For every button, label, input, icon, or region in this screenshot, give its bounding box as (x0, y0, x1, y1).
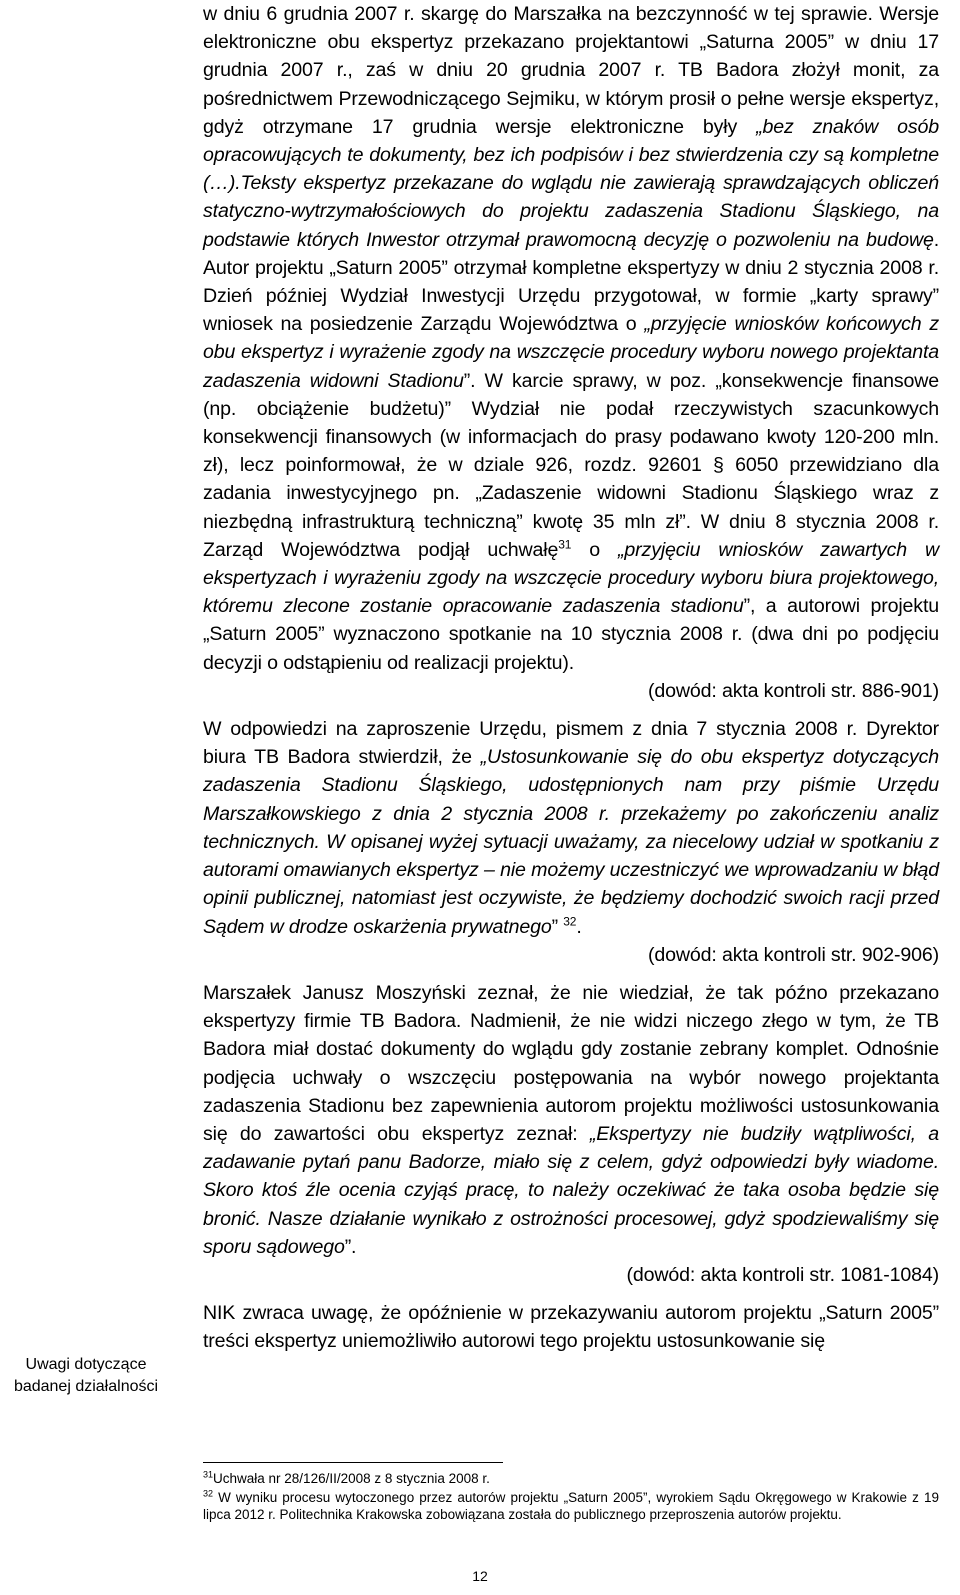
text-run: w dniu 6 grudnia 2007 r. skargę do Marszałka na bezczynność w tej sprawie. Wersje elektroniczne obu ekspertyz przekazano projektantowi „Saturna 2005” w dniu 17 grudnia 2007 r., zaś w dniu 20 grudnia 2007 r. TB Badora złożył monit, za pośrednictwem Przewodniczącego Sejmiku, w którym prosił o pełne wersje ekspertyz, gdyż otrzymane 17 grudnia wersje elektroniczne były (203, 3, 939, 138)
text-run: NIK zwraca uwagę, że opóźnienie w przekazywaniu autorom projektu „Saturn 2005” treści ekspertyz uniemożliwiło autorowi tego projektu ustosunkowanie się (203, 1302, 939, 1353)
footnote-number: 31 (203, 1469, 214, 1480)
quote-run: „bez znaków osób opracowujących te dokumenty, bez ich podpisów i bez stwierdzenia czy są kompletne (…).Teksty ekspertyz przekazane do wglądu nie zawierają sprawdzających obliczeń statyczno-wytrzymałościowych do projektu zadaszenia Stadionu Śląskiego, na podstawie których Inwestor otrzymał prawomocną decyzję o pozwoleniu na budowę (203, 115, 939, 251)
text-run: Marszałek Janusz Moszyński zeznał, że nie wiedział, że tak późno przekazano ekspertyzy firmie TB Badora. Nadmienił, że nie widzi niczego złego w tym, że TB Badora miał dostać dokumenty do wglądu gdy zostanie zebrany komplet. Odnośnie podjęcia uchwały o wszczęciu postępowania na wybór nowego projektanta zadaszenia Stadionu bez zapewnienia autorom projektu możliwości ustosunkowania się do zawartości obu ekspertyz zeznał: (203, 981, 939, 1145)
footnote-ref-31[interactable]: 31 (558, 537, 572, 552)
text-run: ” (551, 915, 564, 938)
footnote-number: 32 (203, 1488, 214, 1499)
quote-run: „Ustosunkowanie się do obu ekspertyz dotyczących zadaszenia Stadionu Śląskiego, udostępnionych nam przy piśmie Urzędu Marszałkowskiego z dnia 2 stycznia 2008 r. przekażemy po zakończeniu analiz technicznych. W opisanej wyżej sytuacji uważamy, za niecelowy udział w spotkaniu z autorami omawianych ekspertyz – nie możemy uczestniczyć we wprowadzaniu w błąd opinii publicznej, natomiast jest oczywiste, że będziemy dochodzić swoich racji przed Sądem w drodze oskarżenia prywatnego (203, 746, 939, 938)
footnote-separator (203, 1462, 503, 1463)
paragraph-2 (203, 715, 939, 941)
text-run: . (576, 915, 582, 938)
text-run: W odpowiedzi na zaproszenie Urzędu, pismem z dnia 7 stycznia 2008 r. Dyrektor biura TB Badora stwierdził, że (203, 718, 939, 769)
footnotes (203, 1470, 939, 1525)
evidence-reference: (dowód: akta kontroli str. 902-906) (648, 943, 939, 966)
quote-run: „przyjęciu wniosków zawartych w ekspertyzach i wyrażeniu zgody na wszczęcie procedury wyboru biura projektowego, któremu zlecone zostanie opracowanie zadaszenia stadionu (203, 538, 939, 618)
quote-run: „przyjęcie wniosków końcowych z obu ekspertyz i wyrażenie zgody na wszczęcie procedury wyboru nowego projektanta zadaszenia widowni Stadionu (203, 313, 939, 392)
margin-note: Uwagi dotyczące badanej działalności (13, 1356, 159, 1395)
text-run: ”. W karcie sprawy, w poz. „konsekwencje finansowe (np. obciążenie budżetu)” Wydział nie podał rzeczywistych szacunkowych konsekwencji finansowych (w informacjach do prasy podawano kwoty 120-200 mln. zł), lecz poinformował, że w dziale 926, rozdz. 92601 § 6050 przewidziano dla zadania inwestycyjnego pn. „Zadaszenie widowni Stadionu Śląskiego wraz z niezbędną infrastrukturą techniczną” kwotę 35 mln zł”. W dniu 8 stycznia 2008 r. Zarząd Województwa podjął uchwałę (203, 369, 939, 561)
evidence-reference: (dowód: akta kontroli str. 886-901) (648, 679, 939, 702)
paragraph-3 (203, 979, 939, 1261)
text-run: ”, a autorowi projektu „Saturn 2005” wyznaczono spotkanie na 10 stycznia 2008 r. (dwa dni po podjęciu decyzji o odstąpieniu od realizacji projektu). (203, 595, 939, 674)
footnote-31 (203, 1470, 939, 1487)
paragraph-4 (203, 1299, 939, 1355)
main-text (203, 0, 939, 1356)
page-number: 12 (472, 1568, 488, 1584)
text-run: ”. (344, 1235, 357, 1258)
footnote-text: Uchwała nr 28/126/II/2008 z 8 stycznia 2008 r. (213, 1471, 490, 1486)
paragraph-1 (203, 0, 939, 677)
footnote-ref-32[interactable]: 32 (563, 913, 577, 928)
quote-run: „Ekspertyzy nie budziły wątpliwości, a zadawanie pytań panu Badorze, miało się z celem, gdyż odpowiedzi były wiadome. Skoro ktoś źle ocenia czyjąś pracę, to należy oczekiwać że taka osoba będzie się bronić. Nasze działanie wynikało z ostrożności procesowej, gdyż spodziewaliśmy się sporu sądowego (203, 1122, 940, 1258)
text-run: o (571, 538, 619, 561)
footnote-text: W wyniku procesu wytoczonego przez autorów projektu „Saturn 2005”, wyrokiem Sądu Okręgowego w Krakowie z 19 lipca 2012 r. Politechnika Krakowska zobowiązana została do publicznego przeproszenia autorów projektu. (203, 1490, 939, 1522)
text-run: . Autor projektu „Saturn 2005” otrzymał kompletne ekspertyzy w dniu 2 stycznia 2008 r. Dzień później Wydział Inwestycji Urzędu przygotował, w formie „karty sprawy” wniosek na posiedzenie Zarządu Województwa o (203, 228, 939, 336)
footnote-32 (203, 1489, 939, 1523)
evidence-reference: (dowód: akta kontroli str. 1081-1084) (626, 1263, 939, 1286)
